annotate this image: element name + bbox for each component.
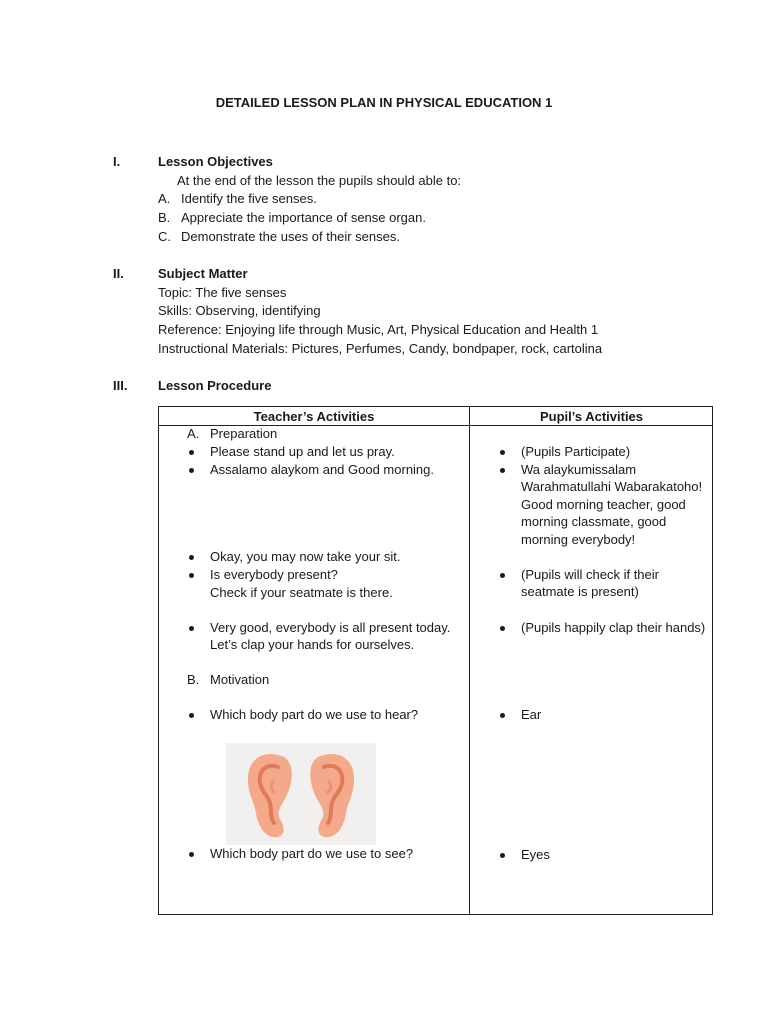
section-3-numeral: III. (113, 378, 128, 393)
pupil-clap: (Pupils happily clap their hands) (521, 620, 706, 635)
pupil-activities-header: Pupil’s Activities (539, 409, 644, 424)
bullet-icon (500, 450, 505, 455)
objective-text: Identify the five senses. (181, 191, 317, 206)
objective-text: Appreciate the importance of sense organ. (181, 210, 426, 225)
pupil-greet-line: Warahmatullahi Wabarakatoho! (521, 479, 703, 494)
teacher-activities-header: Teacher’s Activities (253, 409, 375, 424)
subject-topic: Topic: The five senses (158, 285, 287, 300)
page-title: DETAILED LESSON PLAN IN PHYSICAL EDUCATION 1 (215, 95, 553, 110)
pupil-check-line: (Pupils will check if their (521, 567, 659, 582)
pupil-eyes-answer: Eyes (521, 847, 550, 862)
teacher-present: Is everybody present? (210, 567, 338, 582)
table-column-divider (469, 407, 470, 914)
bullet-icon (500, 713, 505, 718)
bullet-icon (500, 573, 505, 578)
section-3-heading: Lesson Procedure (158, 378, 272, 393)
pupil-greet-line: morning everybody! (521, 532, 636, 547)
bullet-icon (189, 852, 194, 857)
ears-image (226, 743, 376, 845)
bullet-icon (189, 468, 194, 473)
objective-letter: C. (158, 229, 171, 244)
bullet-icon (189, 713, 194, 718)
objective-letter: A. (158, 191, 171, 206)
bullet-icon (189, 573, 194, 578)
section-1-heading: Lesson Objectives (158, 154, 273, 169)
objective-letter: B. (158, 210, 171, 225)
teacher-clap: Let’s clap your hands for ourselves. (210, 637, 415, 652)
ears-illustration (226, 743, 376, 845)
teacher-hear-question: Which body part do we use to hear? (210, 707, 419, 722)
motivation-letter: B. (187, 672, 200, 687)
bullet-icon (189, 626, 194, 631)
pupil-greet-line: Good morning teacher, good (521, 497, 686, 512)
teacher-sit: Okay, you may now take your sit. (210, 549, 401, 564)
teacher-greet: Assalamo alaykom and Good morning. (210, 462, 435, 477)
teacher-see-question: Which body part do we use to see? (210, 846, 414, 861)
section-1-numeral: I. (113, 154, 121, 169)
teacher-pray: Please stand up and let us pray. (210, 444, 395, 459)
preparation-letter: A. (187, 426, 200, 441)
motivation-label: Motivation (210, 672, 270, 687)
subject-reference: Reference: Enjoying life through Music, Art, Physical Education and Health 1 (158, 322, 599, 337)
pupil-participate: (Pupils Participate) (521, 444, 631, 459)
preparation-label: Preparation (210, 426, 278, 441)
bullet-icon (500, 626, 505, 631)
teacher-check: Check if your seatmate is there. (210, 585, 393, 600)
pupil-check-line: seatmate is present) (521, 584, 639, 599)
pupil-ear-answer: Ear (521, 707, 542, 722)
section-2-numeral: II. (113, 266, 124, 281)
bullet-icon (500, 853, 505, 858)
subject-skills: Skills: Observing, identifying (158, 303, 321, 318)
bullet-icon (500, 468, 505, 473)
bullet-icon (189, 450, 194, 455)
subject-materials: Instructional Materials: Pictures, Perfumes, Candy, bondpaper, rock, cartolina (158, 341, 603, 356)
pupil-greet-line: Wa alaykumissalam (521, 462, 637, 477)
pupil-greet-line: morning classmate, good (521, 514, 667, 529)
section-2-heading: Subject Matter (158, 266, 248, 281)
objective-text: Demonstrate the uses of their senses. (181, 229, 400, 244)
teacher-very-good: Very good, everybody is all present today. (210, 620, 451, 635)
bullet-icon (189, 555, 194, 560)
objectives-intro: At the end of the lesson the pupils should able to: (177, 173, 462, 188)
